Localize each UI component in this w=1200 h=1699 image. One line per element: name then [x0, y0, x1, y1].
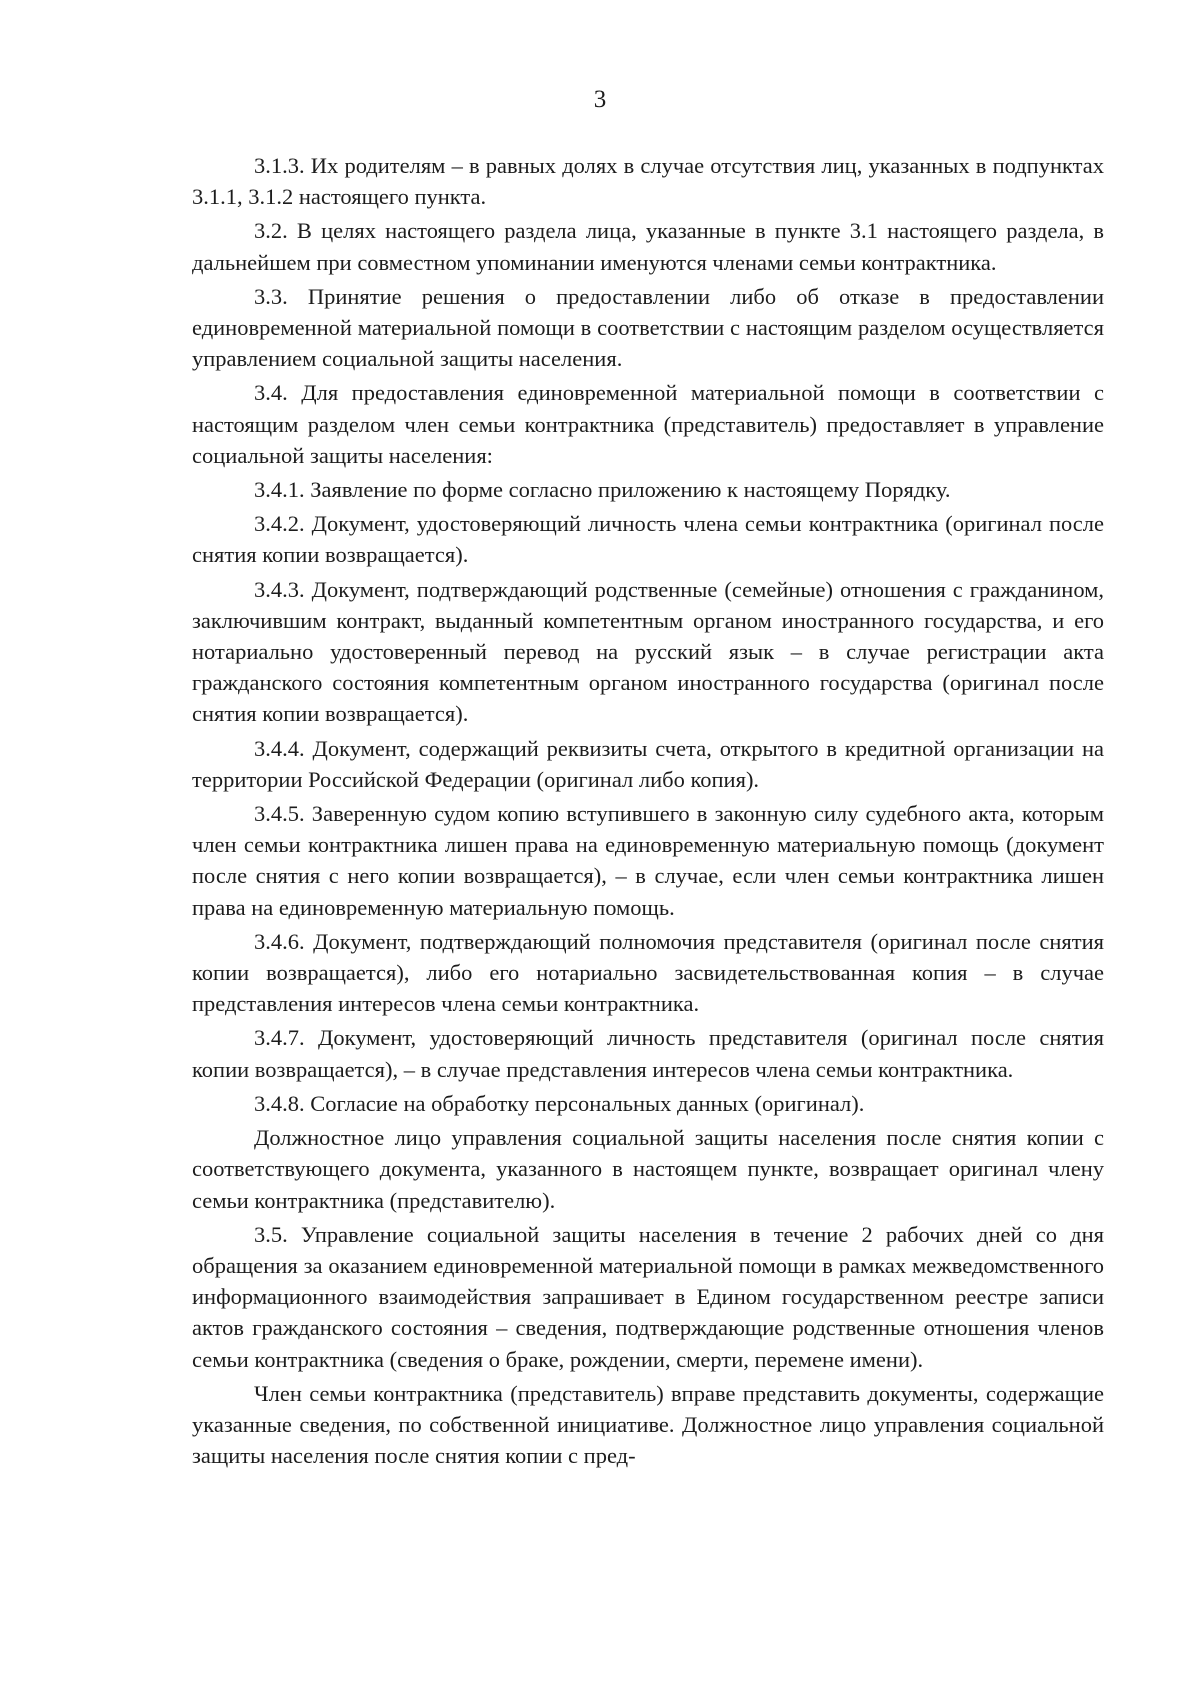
paragraph-3-4-8: 3.4.8. Согласие на обработку персональных данных (оригинал). [254, 1090, 865, 1116]
paragraph-3-4-7: 3.4.7. Документ, удостоверяющий личность представителя (оригинал после снятия копии возвращается), – в случае представления интересов члена семьи контрактника. [192, 1025, 1104, 1082]
paragraph-3-4-1: 3.4.1. Заявление по форме согласно приложению к настоящему Порядку. [254, 477, 951, 503]
paragraph-3-4: 3.4. Для предоставления единовременной материальной помощи в соответствии с настоящим разделом член семьи контрактника (представитель) предоставляет в управление социальной защиты населения: [192, 380, 1104, 468]
page-number: 3 [593, 86, 607, 113]
paragraph-3-4-4: 3.4.4. Документ, содержащий реквизиты счета, открытого в кредитной организации на территории Российской Федерации (оригинал либо копия). [192, 735, 1104, 792]
paragraph-3-4-6: 3.4.6. Документ, подтверждающий полномочия представителя (оригинал после снятия копии возвращается), либо его нотариально засвидетельствованная копия – в случае представления интересов члена семьи контрактника. [192, 928, 1104, 1017]
paragraph-3-5: 3.5. Управление социальной защиты населения в течение 2 рабочих дней со дня обращения за оказанием единовременной материальной помощи в рамках межведомственного информационного взаимодействия запрашивает в Едином государственном реестре записи актов гражданского состояния – сведения, подтверждающие родственные отношения членов семьи контрактника (сведения о браке, рождении, смерти, перемене имени). [192, 1221, 1104, 1372]
paragraph-official-return: Должностное лицо управления социальной защиты населения после снятия копии с соответствующего документа, указанного в настоящем пункте, возвращает оригинал члену семьи контрактника (представителю). [192, 1125, 1104, 1213]
paragraph-3-1-3: 3.1.3. Их родителям – в равных долях в случае отсутствия лиц, указанных в подпунктах 3.1.1, 3.1.2 настоящего пункта. [192, 153, 1104, 210]
document-body [192, 150, 1104, 1474]
paragraph-3-4-5: 3.4.5. Заверенную судом копию вступившего в законную силу судебного акта, которым член семьи контрактника лишен права на единовременную материальную помощь (документ после снятия с него копии возвращается), – в случае, если член семьи контрактника лишен права на единовременную материальную помощь. [192, 801, 1104, 920]
paragraph-3-3: 3.3. Принятие решения о предоставлении либо об отказе в предоставлении единовременной материальной помощи в соответствии с настоящим разделом осуществляется управлением социальной защиты населения. [192, 283, 1104, 372]
paragraph-3-2: 3.2. В целях настоящего раздела лица, указанные в пункте 3.1 настоящего раздела, в дальнейшем при совместном упоминании именуются членами семьи контрактника. [192, 218, 1104, 275]
paragraph-3-4-2: 3.4.2. Документ, удостоверяющий личность члена семьи контрактника (оригинал после снятия копии возвращается). [192, 511, 1104, 568]
paragraph-3-4-3: 3.4.3. Документ, подтверждающий родственные (семейные) отношения с гражданином, заключившим контракт, выданный компетентным органом иностранного государства, и его нотариально удостоверенный перевод на русский язык – в случае регистрации акта гражданского состояния компетентным органом иностранного государства (оригинал после снятия копии возвращается). [192, 576, 1104, 727]
paragraph-own-initiative: Член семьи контрактника (представитель) вправе представить документы, содержащие указанные сведения, по собственной инициативе. Должностное лицо управления социальной защиты населения после снятия копии с пред- [192, 1380, 1104, 1469]
